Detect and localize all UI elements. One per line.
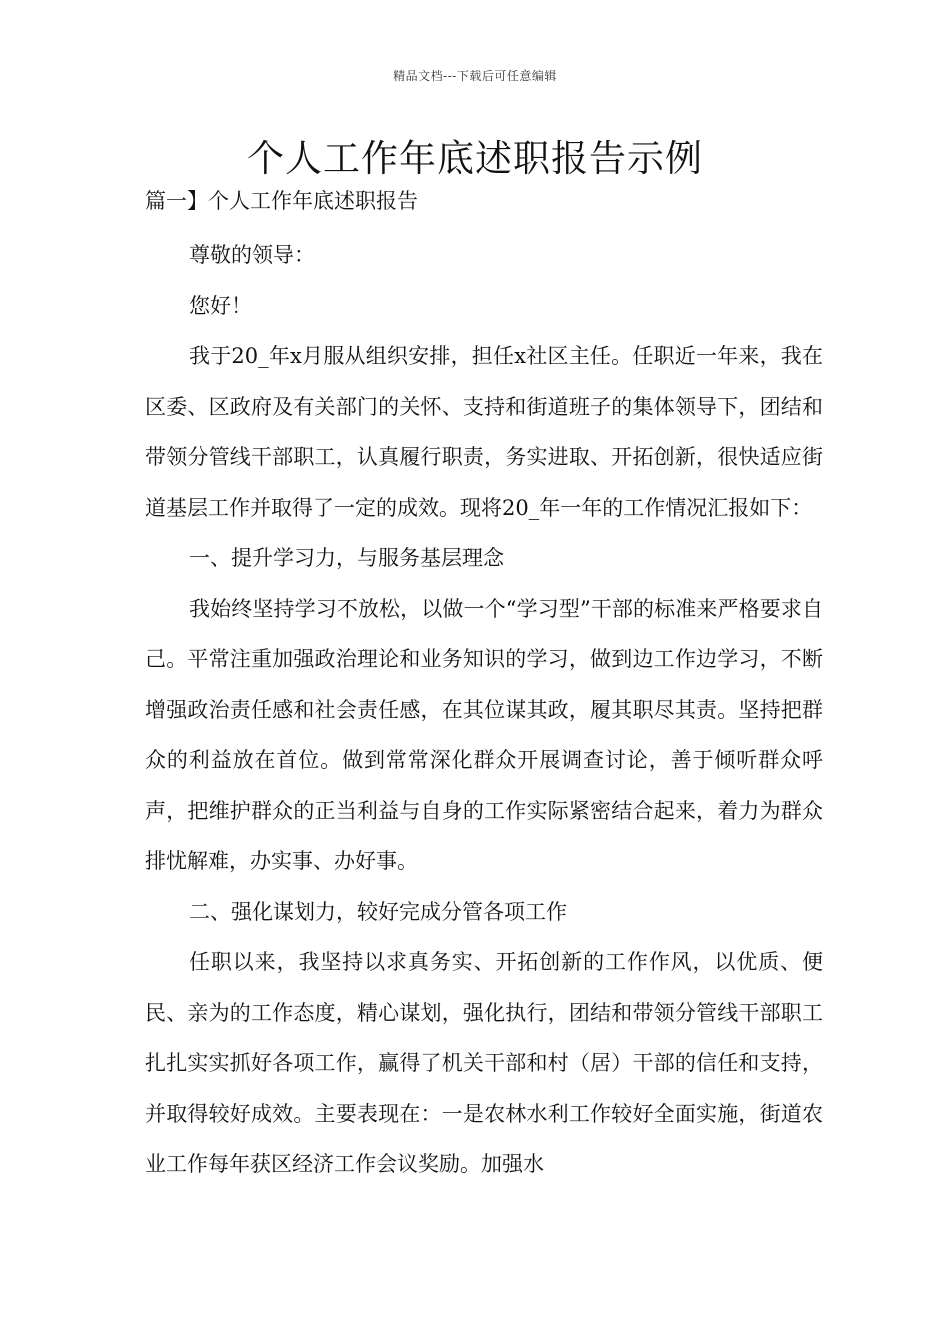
greeting: 您好！	[189, 293, 252, 318]
section-heading: 篇一】个人工作年底述职报告	[145, 189, 418, 213]
document-title: 个人工作年底述职报告示例	[247, 137, 703, 180]
subheading-1: 一、提升学习力，与服务基层理念	[189, 546, 504, 570]
subheading-2: 二、强化谋划力，较好完成分管各项工作	[189, 899, 567, 924]
header-note: 精品文档---下载后可任意编辑	[393, 69, 557, 83]
paragraph-learning: 我始终坚持学习不放松，以做一个“学习型”干部的标准来严格要求自己。平常注重加强政治理论和业务知识的学习，做到边工作边学习，不断增强政治责任感和社会责任感，在其位谋其政，履其职尽其责。坚持把群众的利益放在首位。做到常常深化群众开展调查讨论，善于倾听群众呼声，把维护群众的正当利益与自身的工作实际紧密结合起来，着力为群众排忧解难，办实事、办好事。	[145, 596, 823, 873]
paragraph-intro: 我于20_年x月服从组织安排，担任x社区主任。任职近一年来，我在区委、区政府及有关部门的关怀、支持和街道班子的集体领导下，团结和带领分管线干部职工，认真履行职责，务实进取、开拓创新，很快适应街道基层工作并取得了一定的成效。现将20_年一年的工作情况汇报如下：	[145, 344, 823, 520]
paragraph-planning: 任职以来，我坚持以求真务实、开拓创新的工作作风，以优质、便民、亲为的工作态度，精心谋划，强化执行，团结和带领分管线干部职工扎扎实实抓好各项工作，赢得了机关干部和村（居）干部的信任和支持，并取得较好成效。主要表现在：一是农林水利工作较好全面实施，街道农业工作每年获区经济工作会议奖励。加强水	[145, 950, 823, 1176]
salutation: 尊敬的领导：	[189, 243, 315, 267]
document-body	[145, 180, 823, 1190]
